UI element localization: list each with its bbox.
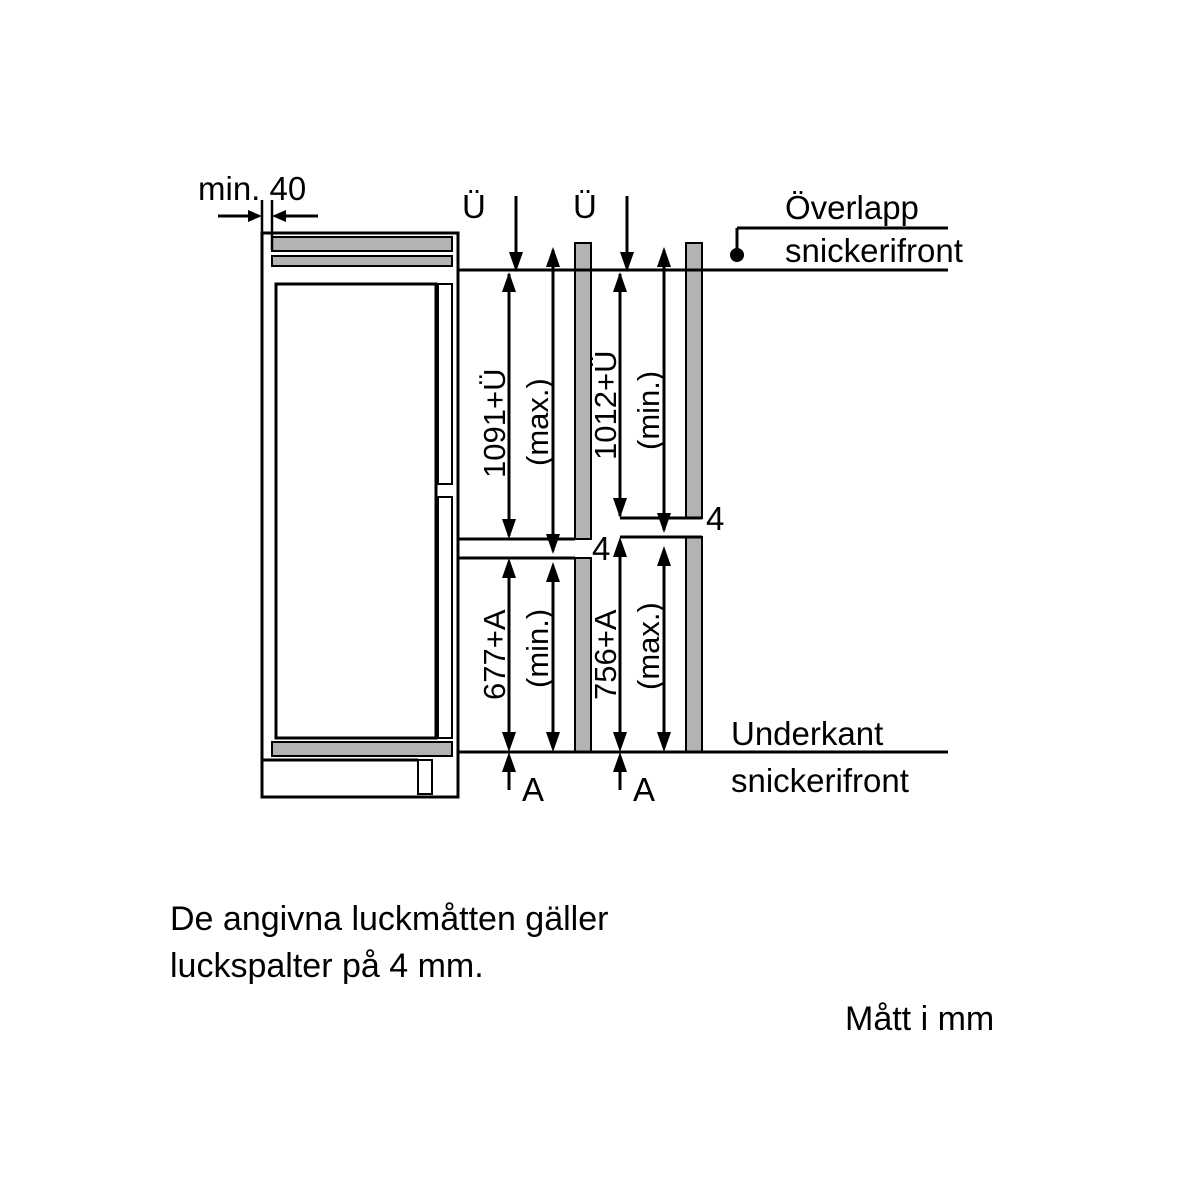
dim-1091-outer-arrow-top <box>546 247 560 267</box>
min40-arrowhead-right <box>272 210 286 222</box>
underkant-label-line2: snickerifront <box>731 762 909 799</box>
a-right-label: A <box>633 771 656 808</box>
dim-1012-inner-arrow-top <box>613 272 627 292</box>
dim-1012-outer-arrow-bottom <box>657 513 671 533</box>
dim-756-outer-arrow-bottom <box>657 732 671 752</box>
dim-677-outer-arrow-top <box>546 562 560 582</box>
top-panel-secondary <box>272 256 452 266</box>
bottom-panel <box>272 742 452 756</box>
top-panel <box>272 237 452 251</box>
dim-1091-inner-arrow-bottom <box>502 519 516 539</box>
door-strip-upper <box>438 284 452 484</box>
dim-677-qualifier: (min.) <box>520 608 555 688</box>
dim-1012-outer-arrow-top <box>657 247 671 267</box>
dim-677-outer-arrow-bottom <box>546 732 560 752</box>
dim-756-inner-arrow-bottom <box>613 732 627 752</box>
note-line-1: De angivna luckmåtten gäller <box>170 900 609 938</box>
units-note: Mått i mm <box>845 1000 995 1038</box>
a-dimension-right <box>613 752 627 790</box>
panel-right-lower <box>686 537 702 752</box>
panel-right-upper <box>686 243 702 518</box>
gap-mid-label: 4 <box>592 530 611 567</box>
door-strip-lower <box>438 497 452 738</box>
dim-677-inner-arrow-top <box>502 558 516 578</box>
cabinet-side-view <box>262 233 458 797</box>
dim-1091-outer-arrow-bottom <box>546 534 560 554</box>
dim-1091-inner-arrow-top <box>502 272 516 292</box>
a-dimension-left <box>502 752 516 790</box>
min40-label: min. 40 <box>198 170 307 207</box>
u-dimension-right <box>620 196 634 272</box>
dim-677-inner-arrow-bottom <box>502 732 516 752</box>
dim-677-label: 677+A <box>477 609 512 700</box>
dim-1012-label: 1012+Ü <box>588 350 623 460</box>
dim-1012-inner-arrow-bottom <box>613 498 627 518</box>
note-line-2: luckspalter på 4 mm. <box>170 947 484 985</box>
a-left-arrowhead <box>502 752 516 772</box>
dim-756-label: 756+A <box>588 609 623 700</box>
u-right-label: Ü <box>573 188 597 225</box>
dim-756-outer-arrow-top <box>657 546 671 566</box>
foot-detail <box>418 760 432 794</box>
underkant-label-line1: Underkant <box>731 715 884 752</box>
a-right-arrowhead <box>613 752 627 772</box>
overlap-label-line1: Överlapp <box>785 189 919 226</box>
dim-1091-qualifier: (max.) <box>520 378 555 466</box>
min40-arrowhead-left <box>248 210 262 222</box>
appliance-body <box>276 284 436 738</box>
dim-1091-label: 1091+Ü <box>477 368 512 478</box>
a-left-label: A <box>522 771 545 808</box>
dim-1012-qualifier: (min.) <box>631 370 666 450</box>
dim-756-inner-arrow-top <box>613 537 627 557</box>
u-dimension-left <box>509 196 523 272</box>
gap-right-label: 4 <box>706 500 725 537</box>
dim-756-qualifier: (max.) <box>631 602 666 690</box>
overlap-label-line2: snickerifront <box>785 232 963 269</box>
u-left-label: Ü <box>462 188 486 225</box>
